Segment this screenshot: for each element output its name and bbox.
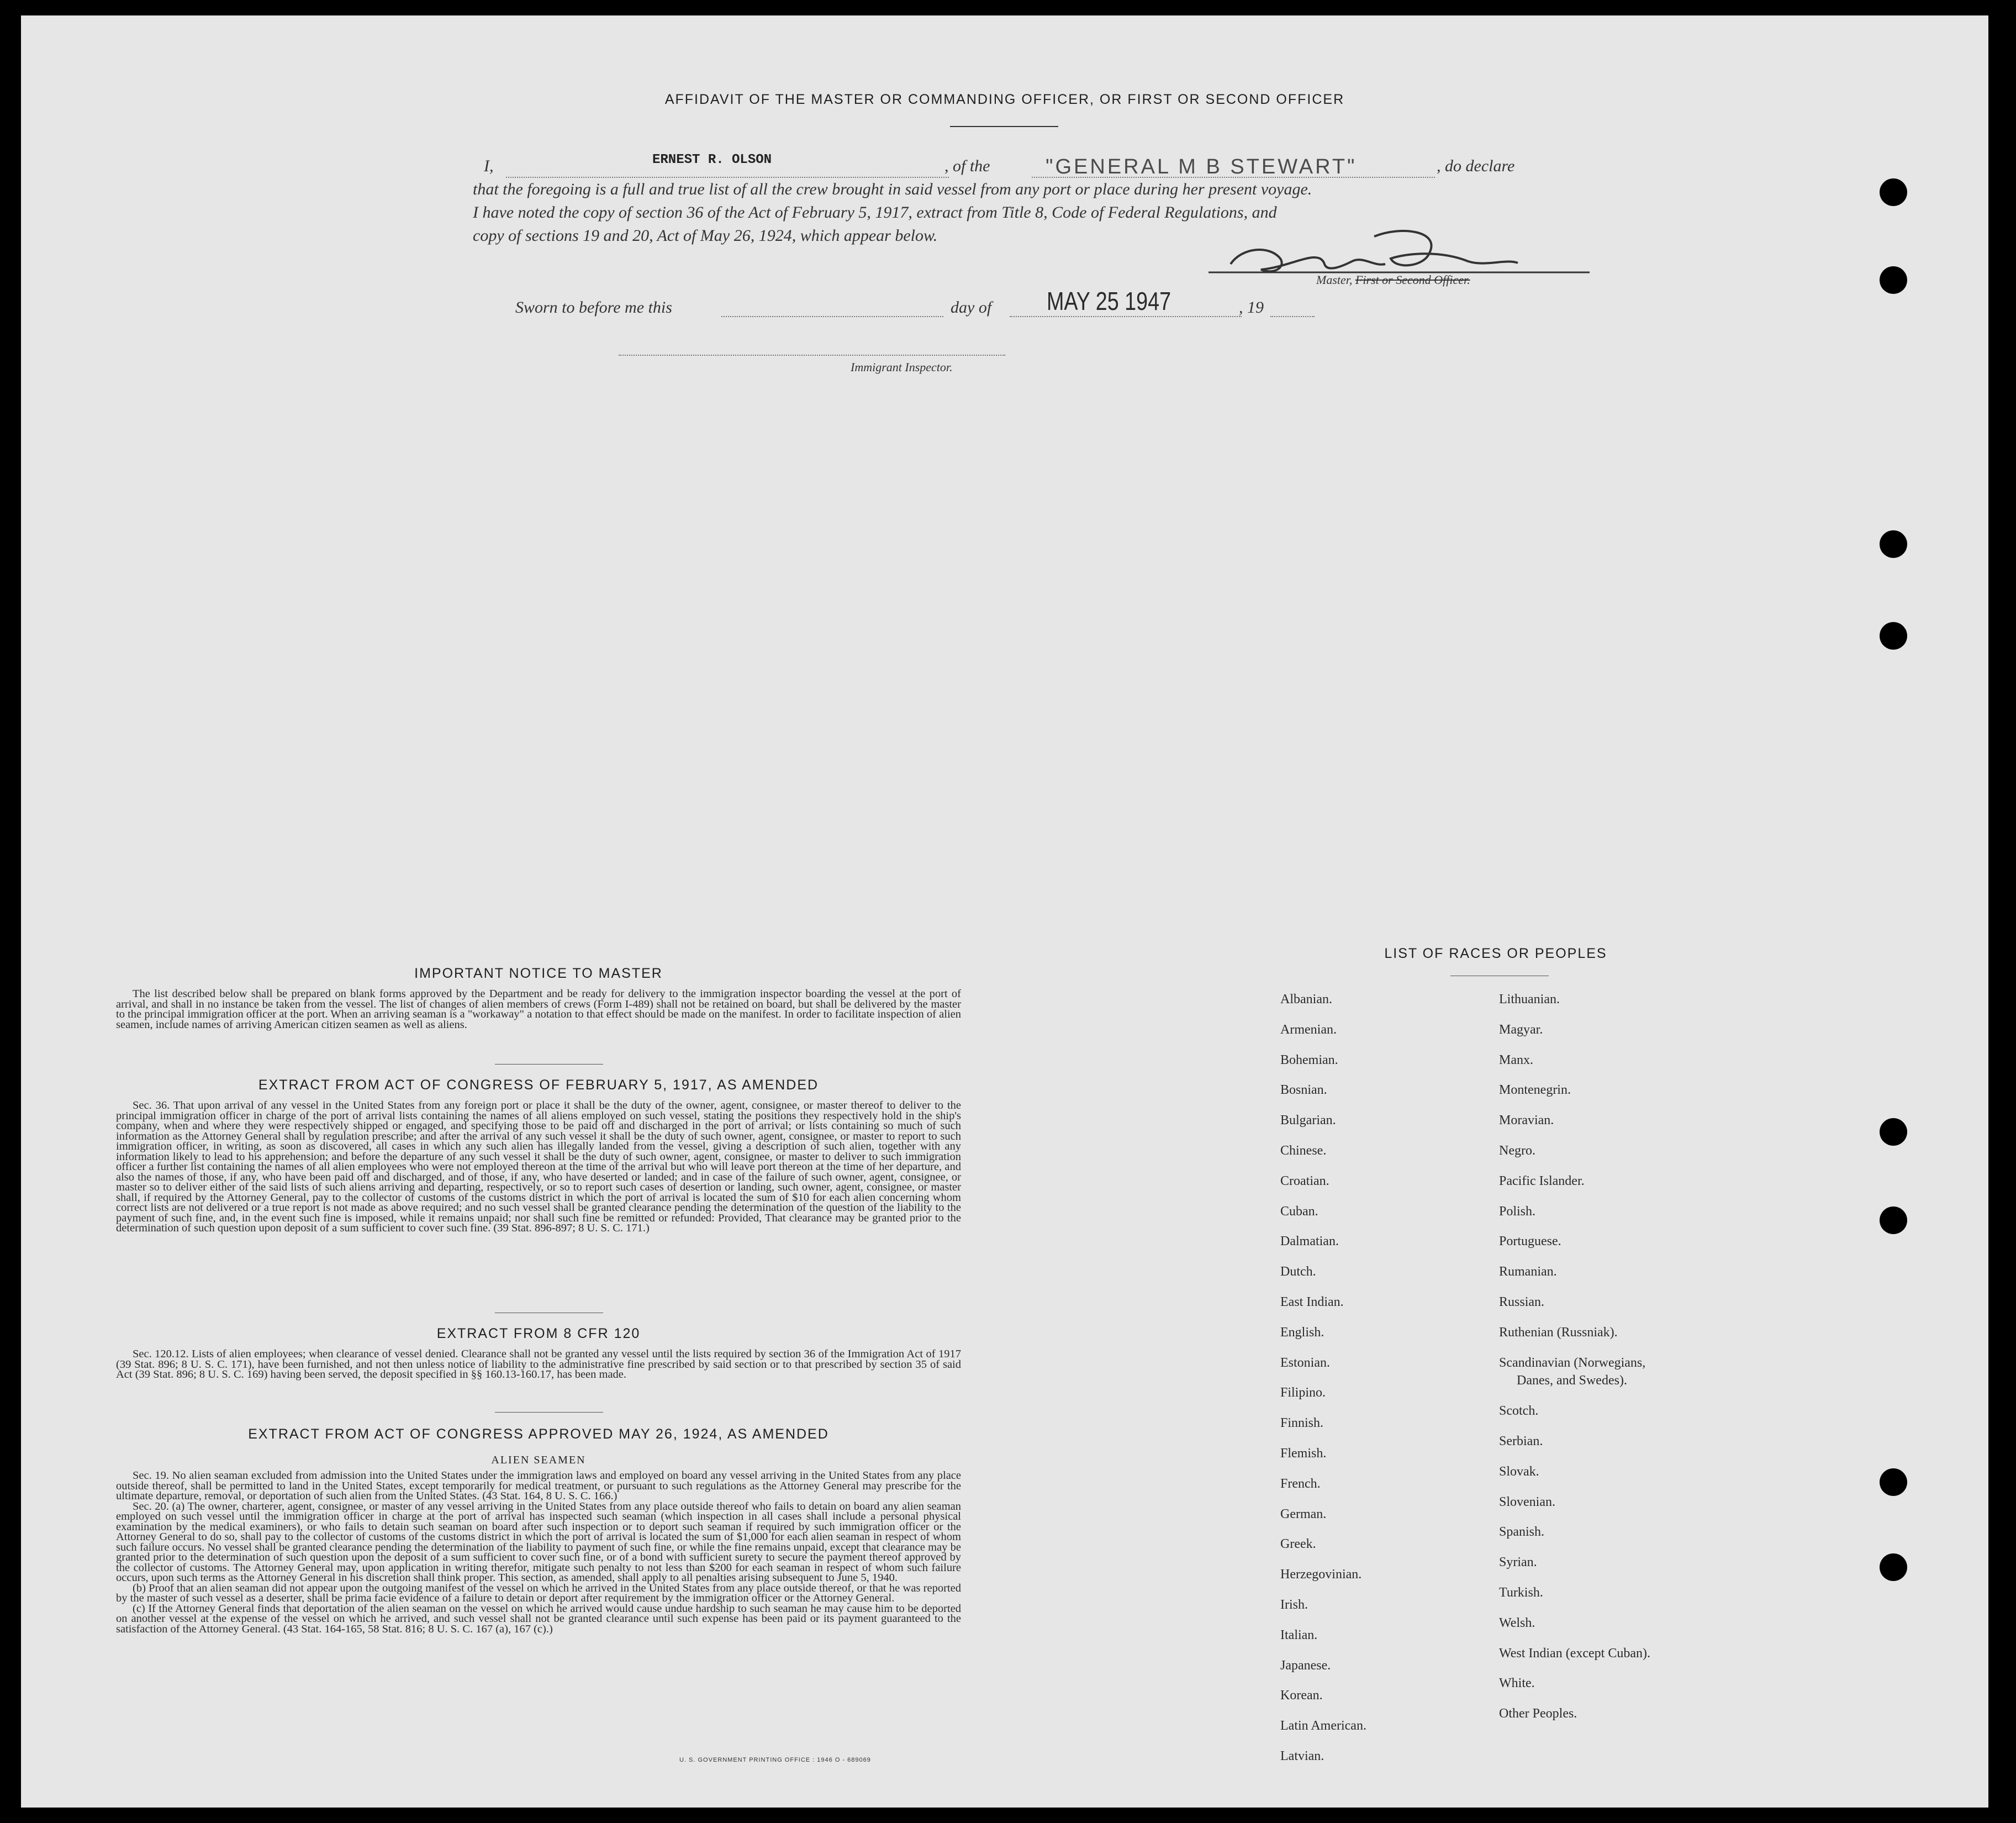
inspector-caption: Immigrant Inspector. bbox=[851, 360, 953, 374]
binder-hole bbox=[1880, 1468, 1907, 1496]
race-item: Pacific Islander. bbox=[1499, 1173, 1585, 1188]
notice-paragraph: The list described below shall be prepared on blank forms approved by the Department and be ready for delivery to the immigration inspector boarding the vessel at the port of arrival, and shall in no instance be taken from the vessel. The list of changes of alien members of crews (Form I-489) shall not be retained on board, but shall be delivered by the master to the principal immigration officer at the port. When an arriving seaman is a "workaway" a notation to that effect should be made on the manifest. In order to facilitate inspection of alien seamen, include names of arriving American citizen seamen as well as aliens. bbox=[116, 988, 961, 1031]
race-item: Albanian. bbox=[1280, 992, 1332, 1007]
sworn-label: Sworn to before me this bbox=[515, 298, 672, 317]
race-item: Cuban. bbox=[1280, 1204, 1318, 1219]
signature-caption-master: Master, bbox=[1316, 273, 1353, 287]
date-stamp: MAY 25 1947 bbox=[1047, 287, 1171, 315]
race-item: Croatian. bbox=[1280, 1173, 1329, 1188]
vessel-name: "GENERAL M B STEWART" bbox=[1046, 155, 1357, 178]
affidavit-heading: AFFIDAVIT OF THE MASTER OR COMMANDING OFFICER, OR FIRST OR SECOND OFFICER bbox=[664, 92, 1345, 107]
race-item: Syrian. bbox=[1499, 1555, 1537, 1570]
notice-divider bbox=[495, 1064, 603, 1065]
race-item: Moravian. bbox=[1499, 1113, 1554, 1128]
extract-cfr-paragraph: Sec. 120.12. Lists of alien employees; when clearance of vessel denied. Clearance shall not be granted any vessel until the lists required by section 36 of the Immigration Act of 1917 (39 Stat. 896; 8 U. S. C. 171), have been furnished, and not then unless notice of liability to the administrative fine prescribed by said section or to that prescribed by section 35 of said Act (39 Stat. 896; 8 U. S. C. 169) having been served, the deposit specified in §§ 160.13-160.17, has been made. bbox=[116, 1348, 961, 1381]
notice-heading: IMPORTANT NOTICE TO MASTER bbox=[414, 966, 663, 981]
race-item: Portuguese. bbox=[1499, 1234, 1561, 1249]
race-item: Manx. bbox=[1499, 1052, 1533, 1067]
binder-hole bbox=[1880, 1553, 1907, 1581]
race-item: Armenian. bbox=[1280, 1022, 1337, 1037]
affidavit-i-label: I, bbox=[484, 157, 494, 175]
race-item: Negro. bbox=[1499, 1143, 1535, 1158]
race-item: Italian. bbox=[1280, 1627, 1318, 1642]
race-item: Dalmatian. bbox=[1280, 1234, 1339, 1249]
extract-1924-heading: EXTRACT FROM ACT OF CONGRESS APPROVED MAY 26, 1924, AS AMENDED bbox=[248, 1426, 829, 1442]
race-item: Polish. bbox=[1499, 1204, 1536, 1219]
race-item: Slovenian. bbox=[1499, 1494, 1555, 1509]
race-item: Other Peoples. bbox=[1499, 1706, 1577, 1721]
signature-caption bbox=[1316, 273, 1470, 287]
of-the-label: , of the bbox=[944, 157, 990, 175]
race-item: Rumanian. bbox=[1499, 1264, 1557, 1279]
printer-imprint: U. S. GOVERNMENT PRINTING OFFICE : 1946 O - 689069 bbox=[679, 1757, 871, 1763]
extract-1917-heading: EXTRACT FROM ACT OF CONGRESS OF FEBRUARY 5, 1917, AS AMENDED bbox=[258, 1077, 819, 1093]
race-item: Montenegrin. bbox=[1499, 1083, 1571, 1098]
signature-caption-struck: First or Second Officer. bbox=[1355, 273, 1470, 287]
race-item: Serbian. bbox=[1499, 1434, 1543, 1448]
notice-text bbox=[116, 989, 961, 1030]
race-item: Bosnian. bbox=[1280, 1083, 1327, 1098]
races-column-2 bbox=[1499, 992, 1650, 1737]
affidavit-line-3: I have noted the copy of section 36 of the Act of February 5, 1917, extract from Title 8, Code of Federal Regulations, and bbox=[473, 203, 1277, 222]
races-column-1 bbox=[1280, 992, 1366, 1779]
extract-cfr-text bbox=[116, 1349, 961, 1380]
extract-cfr-heading: EXTRACT FROM 8 CFR 120 bbox=[436, 1326, 641, 1341]
race-item: Finnish. bbox=[1280, 1416, 1324, 1431]
alien-seamen-subheading: ALIEN SEAMEN bbox=[491, 1454, 586, 1466]
race-item: Korean. bbox=[1280, 1688, 1323, 1703]
race-item: West Indian (except Cuban). bbox=[1499, 1646, 1650, 1661]
race-item: Chinese. bbox=[1280, 1143, 1327, 1158]
race-item: Latvian. bbox=[1280, 1748, 1324, 1763]
binder-hole bbox=[1880, 266, 1907, 294]
extract-1917-text bbox=[116, 1100, 961, 1234]
race-item: White. bbox=[1499, 1676, 1535, 1691]
race-item: French. bbox=[1280, 1476, 1321, 1491]
race-item: Ruthenian (Russniak). bbox=[1499, 1325, 1618, 1340]
race-item: Scotch. bbox=[1499, 1404, 1539, 1419]
race-item: Filipino. bbox=[1280, 1385, 1326, 1400]
race-item: Dutch. bbox=[1280, 1264, 1316, 1279]
inspector-signature-line bbox=[619, 355, 1005, 356]
year-label: , 19 bbox=[1239, 298, 1264, 317]
document-page bbox=[21, 15, 1988, 1808]
race-item: Danes, and Swedes). bbox=[1517, 1373, 1627, 1388]
affidavit-line-2: that the foregoing is a full and true list of all the crew brought in said vessel from any port or place during her present voyage. bbox=[473, 180, 1312, 198]
race-item: Scandinavian (Norwegians, bbox=[1499, 1355, 1646, 1370]
races-heading: LIST OF RACES OR PEOPLES bbox=[1384, 946, 1607, 961]
binder-hole bbox=[1880, 530, 1907, 558]
race-item: Estonian. bbox=[1280, 1355, 1330, 1370]
race-item: Bohemian. bbox=[1280, 1052, 1338, 1067]
race-item: Japanese. bbox=[1280, 1658, 1331, 1673]
master-name: ERNEST R. OLSON bbox=[652, 152, 772, 167]
binder-hole bbox=[1880, 1206, 1907, 1234]
sworn-year-blank bbox=[1270, 316, 1315, 317]
heading-divider bbox=[950, 126, 1058, 127]
race-item: Russian. bbox=[1499, 1294, 1545, 1309]
extract-1924-section-20a: Sec. 20. (a) The owner, charterer, agent, consignee, or master of any vessel arriving in the United States from any place outside thereof who fails to detain on board any alien seaman employed on such vessel until the immigration officer in charge at the port of arrival has inspected such seaman (which inspection in all cases shall include a personal physical examination by the medical examiners), or who fails to detain such seaman on board after such inspection or to deport such seaman if required by such immigration officer or the Attorney General to do so, shall pay to the collector of customs of the customs district in which the port of arrival is located the sum of $1,000 for each alien seaman in respect of whom such failure occurs. No vessel shall be granted clearance pending the determination of the liability to payment of such fine, or while the fine remains unpaid, except that clearance may be granted prior to the determination of such question upon the deposit of a sum sufficient to cover such fine, or of a bond with sufficient surety to secure the payment thereof approved by the collector of customs. The Attorney General may, upon application in writing therefor, mitigate such penalty to not less than $200 for each seaman in respect of whom such failure occurs, upon such terms as the Attorney General in his discretion shall think proper. This section, as amended, shall apply to all penalties arising subsequent to June 5, 1940. bbox=[116, 1500, 961, 1584]
race-item: Flemish. bbox=[1280, 1446, 1327, 1461]
extract-1917-paragraph: Sec. 36. That upon arrival of any vessel in the United States from any foreign port or place it shall be the duty of the owner, agent, consignee, or master thereof to deliver to the principal immigration officer in charge of the port of arrival lists containing the names of all aliens employed on such vessel, stating the positions they respectively hold in the ship's company, when and where they were respectively shipped or engaged, and specifying those to be paid off and discharged in the port of arrival; or lists containing so much of such information as the Attorney General shall by regulation prescribe; and after the arrival of any such vessel it shall be the duty of such owner, agent, consignee, or master to report to such immigration officer, in writing, as soon as discovered, all cases in which any such alien has illegally landed from the vessel, giving a description of such alien, together with any information likely to lead to his apprehension; and before the departure of any such vessel it shall be the duty of such owner, agent, consignee, or master to deliver to such immigration officer a further list containing the names of all alien employees who were not employed thereon at the time of the arrival but who will leave port thereon at the time of her departure, and also the names of those, if any, who have been paid off and discharged, and of those, if any, who have deserted or landed; and in case of the failure of such owner, agent, consignee, or master so to deliver either of the said lists of such aliens arriving and departing, respectively, or so to report such cases of desertion or landing, such owner, agent, consignee, or master shall, if required by the Attorney General, pay to the collector of customs of the customs district in which the port of arrival is located the sum of $10 for each alien concerning whom correct lists are not delivered or a true report is not made as above required; and no such vessel shall be granted clearance pending the determination of the question of the liability to the payment of such fine, and, in the event such fine is imposed, while it remains unpaid; nor shall such fine be remitted or refunded: Provided, That clearance may be granted prior to the determination of such question upon deposit of a sum sufficient to cover such fine. (39 Stat. 896-897; 8 U. S. C. 171.) bbox=[116, 1099, 961, 1234]
race-item: East Indian. bbox=[1280, 1294, 1344, 1309]
race-item: Turkish. bbox=[1499, 1585, 1543, 1600]
sworn-day-blank bbox=[721, 316, 943, 317]
extract-1924-section-20b: (b) Proof that an alien seaman did not appear upon the outgoing manifest of the vessel on which he arrived in the United States from any place outside thereof, or that he was reported by the master of such vessel as a deserter, shall be prima facie evidence of a failure to detain or deport after requirement by the immigration officer or the Attorney General. bbox=[116, 1582, 961, 1604]
extract-1924-text bbox=[116, 1471, 961, 1634]
binder-hole bbox=[1880, 1118, 1907, 1146]
race-item: Spanish. bbox=[1499, 1525, 1545, 1540]
race-item: Greek. bbox=[1280, 1537, 1316, 1552]
race-item: Welsh. bbox=[1499, 1615, 1535, 1630]
race-item: Magyar. bbox=[1499, 1022, 1543, 1037]
extract-cfr-divider bbox=[495, 1412, 603, 1413]
binder-hole bbox=[1880, 622, 1907, 650]
do-declare-label: , do declare bbox=[1437, 157, 1515, 175]
extract-1924-section-20c: (c) If the Attorney General finds that deportation of the alien seaman on the vessel on which he arrived would cause undue hardship to such seaman he may cause him to be deported on another vessel at the expense of the vessel on which he arrived, and such vessel shall not be granted clearance until such expense has been paid or its payment guaranteed to the satisfaction of the Attorney General. (43 Stat. 164-165, 58 Stat. 816; 8 U. S. C. 167 (a), 167 (c).) bbox=[116, 1602, 961, 1635]
race-item: Lithuanian. bbox=[1499, 992, 1560, 1007]
day-of-label: day of bbox=[951, 298, 992, 317]
race-item: Herzegovinian. bbox=[1280, 1567, 1362, 1582]
race-item: Slovak. bbox=[1499, 1464, 1539, 1479]
name-blank-line bbox=[506, 177, 949, 178]
extract-1924-section-19: Sec. 19. No alien seaman excluded from admission into the United States under the immigration laws and employed on board any vessel arriving in the United States from any place outside thereof, shall be permitted to land in the United States, except temporarily for medical treatment, or pursuant to such regulations as the Attorney General may prescribe for the ultimate departure, removal, or deportation of such alien from the United States. (43 Stat. 164, 8 U. S. C. 166.) bbox=[116, 1469, 961, 1502]
race-item: German. bbox=[1280, 1506, 1327, 1521]
affidavit-line-4: copy of sections 19 and 20, Act of May 26, 1924, which appear below. bbox=[473, 226, 938, 245]
race-item: Latin American. bbox=[1280, 1719, 1366, 1734]
race-item: Irish. bbox=[1280, 1597, 1308, 1612]
race-item: English. bbox=[1280, 1325, 1324, 1340]
race-item: Bulgarian. bbox=[1280, 1113, 1336, 1128]
binder-hole bbox=[1880, 178, 1907, 206]
sworn-month-blank bbox=[1010, 316, 1242, 317]
